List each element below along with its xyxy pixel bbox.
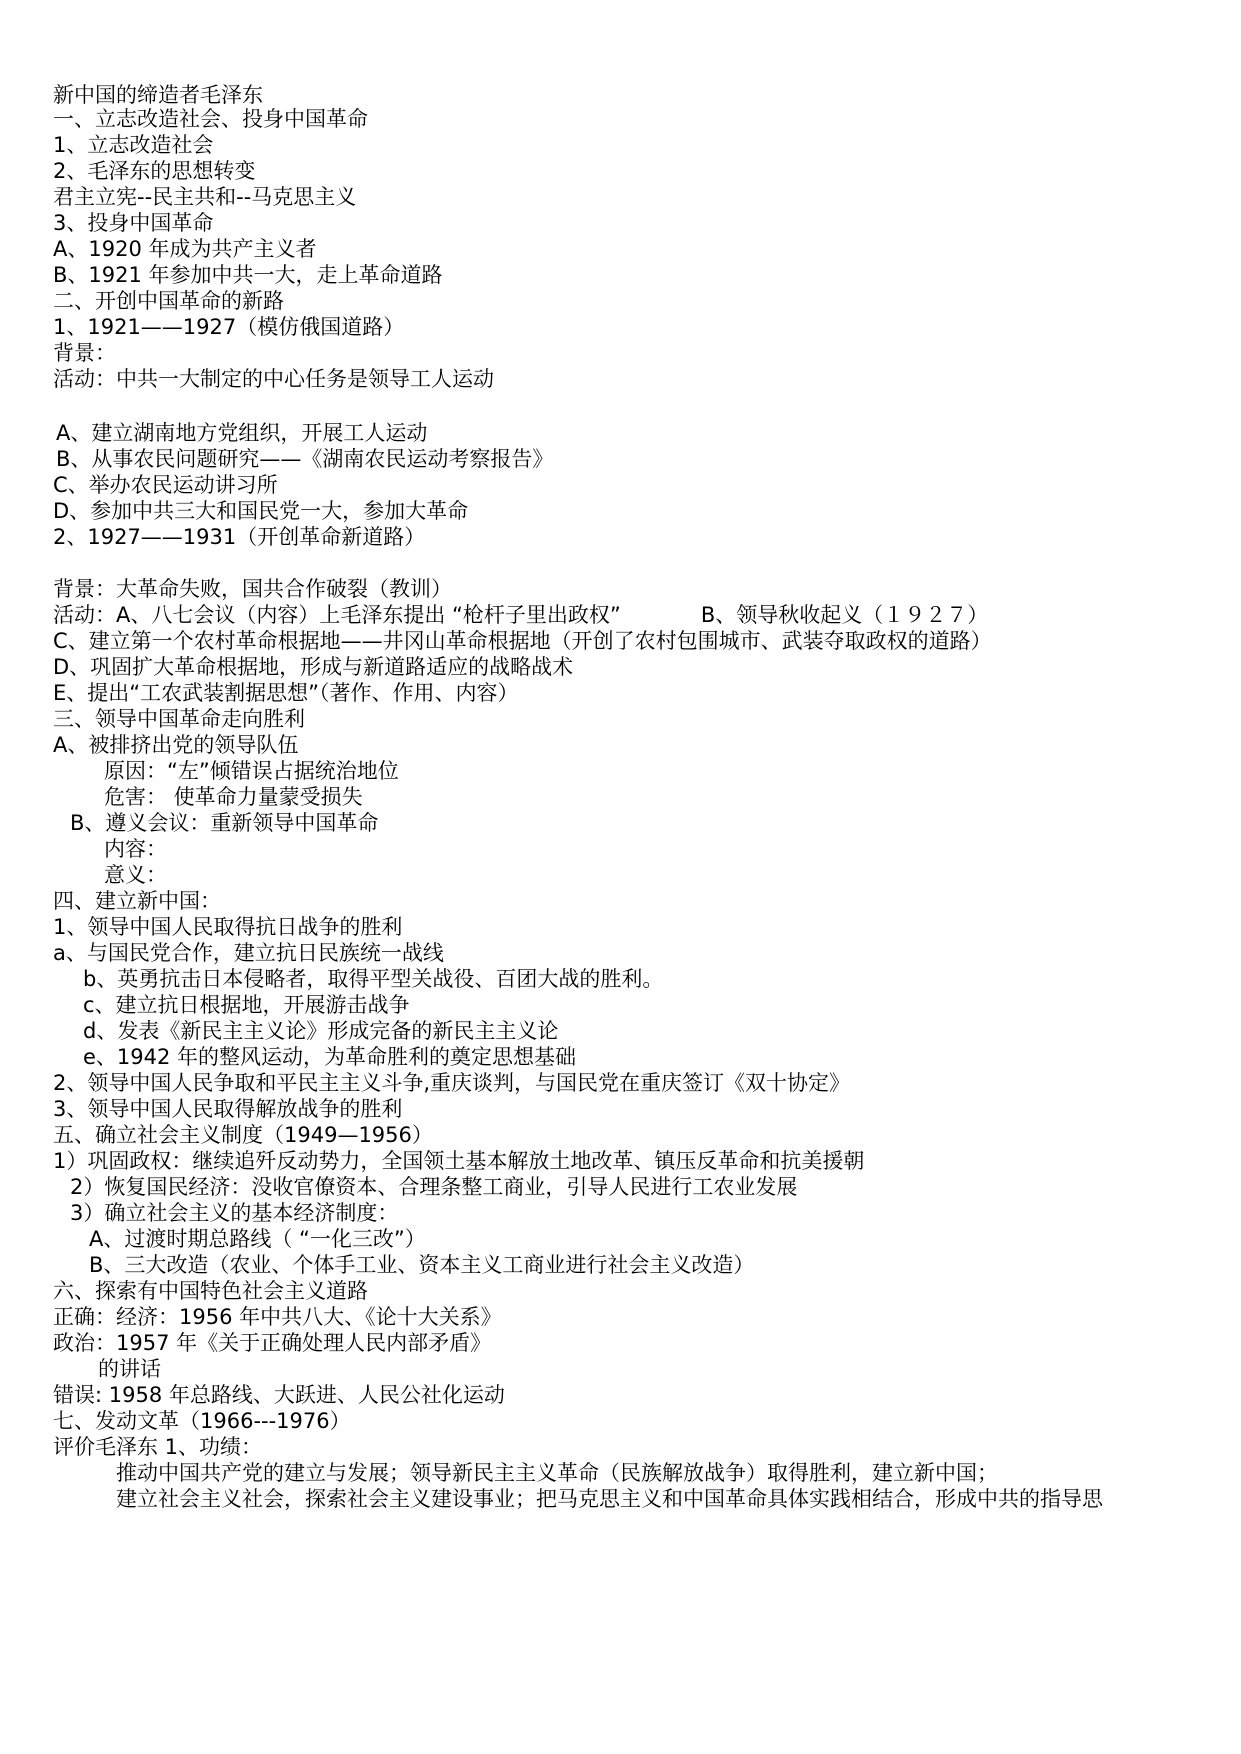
text-line: 2、1927——1931（开创革命新道路） — [53, 525, 426, 549]
text-line: c、建立抗日根据地，开展游击战争 — [83, 993, 410, 1017]
text-line: 的讲话 — [98, 1357, 161, 1381]
text-line: 活动：A、八七会议（内容）上毛泽东提出 “枪杆子里出政权” B、领导秋收起义（１９２７） — [53, 603, 989, 627]
text-line: 君主立宪--民主共和--马克思主义 — [53, 185, 357, 209]
section-heading: 二、开创中国革命的新路 — [53, 289, 284, 313]
text-line: 背景： — [53, 341, 116, 365]
text-line: 正确：经济：1956 年中共八大、《论十大关系》 — [53, 1305, 502, 1329]
text-line: B、三大改造（农业、个体手工业、资本主义工商业进行社会主义改造） — [89, 1253, 755, 1277]
text-line: 危害： 使革命力量蒙受损失 — [104, 785, 363, 809]
text-line: A、1920 年成为共产主义者 — [53, 237, 317, 261]
text-line: D、参加中共三大和国民党一大，参加大革命 — [53, 499, 469, 523]
text-line: E、提出“工农武装割据思想”（著作、作用、内容） — [53, 681, 519, 705]
text-line: 2、毛泽东的思想转变 — [53, 159, 256, 183]
text-line: C、建立第一个农村革命根据地——井冈山革命根据地（开创了农村包围城市、武装夺取政权的道路） — [53, 629, 992, 653]
text-line: 1、1921——1927（模仿俄国道路） — [53, 315, 405, 339]
text-line: a、与国民党合作，建立抗日民族统一战线 — [53, 941, 444, 965]
text-line: B、遵义会议：重新领导中国革命 — [70, 811, 379, 835]
section-heading: 六、探索有中国特色社会主义道路 — [53, 1279, 368, 1303]
text-line: 意义： — [104, 863, 167, 887]
text-line: 评价毛泽东 1、功绩： — [53, 1435, 263, 1459]
text-line: 3）确立社会主义的基本经济制度： — [70, 1201, 399, 1225]
text-line: A、建立湖南地方党组织，开展工人运动 — [56, 421, 428, 445]
text-line: b、英勇抗击日本侵略者，取得平型关战役、百团大战的胜利。 — [83, 967, 664, 991]
text-line: A、过渡时期总路线（ “一化三改”） — [89, 1227, 426, 1251]
text-line: 1）巩固政权：继续追歼反动势力，全国领土基本解放土地改革、镇压反革命和抗美援朝 — [53, 1149, 865, 1173]
text-line: D、巩固扩大革命根据地，形成与新道路适应的战略战术 — [53, 655, 574, 679]
section-heading: 三、领导中国革命走向胜利 — [53, 707, 305, 731]
section-heading: 七、发动文革（1966---1976） — [53, 1409, 351, 1433]
text-line: 内容： — [104, 837, 167, 861]
text-line: 推动中国共产党的建立与发展；领导新民主主义革命（民族解放战争）取得胜利，建立新中国； — [116, 1461, 998, 1485]
text-line: 3、投身中国革命 — [53, 211, 214, 235]
text-line: d、发表《新民主主义论》形成完备的新民主主义论 — [83, 1019, 559, 1043]
section-heading: 一、立志改造社会、投身中国革命 — [53, 107, 368, 131]
section-heading: 四、建立新中国： — [53, 889, 221, 913]
text-line: B、从事农民问题研究——《湖南农民运动考察报告》 — [56, 447, 554, 471]
document-title: 新中国的缔造者毛泽东 — [53, 83, 263, 107]
text-line: 1、立志改造社会 — [53, 133, 214, 157]
text-line: 政治：1957 年《关于正确处理人民内部矛盾》 — [53, 1331, 492, 1355]
text-line: 1、领导中国人民取得抗日战争的胜利 — [53, 915, 403, 939]
text-line: 错误: 1958 年总路线、大跃进、人民公社化运动 — [53, 1383, 505, 1407]
text-line: B、1921 年参加中共一大，走上革命道路 — [53, 263, 443, 287]
text-line: 原因：“左”倾错误占据统治地位 — [104, 759, 399, 783]
text-line: 3、领导中国人民取得解放战争的胜利 — [53, 1097, 403, 1121]
text-line: 2）恢复国民经济：没收官僚资本、合理条整工商业，引导人民进行工农业发展 — [70, 1175, 798, 1199]
text-line: 建立社会主义社会，探索社会主义建设事业；把马克思主义和中国革命具体实践相结合，形成中共的指导思 — [116, 1487, 1103, 1511]
text-line: 2、领导中国人民争取和平民主主义斗争,重庆谈判，与国民党在重庆签订《双十协定》 — [53, 1071, 851, 1095]
text-line: C、举办农民运动讲习所 — [53, 473, 278, 497]
section-heading: 五、确立社会主义制度（1949—1956） — [53, 1123, 433, 1147]
text-line: e、1942 年的整风运动，为革命胜利的奠定思想基础 — [83, 1045, 577, 1069]
text-line: A、被排挤出党的领导队伍 — [53, 733, 299, 757]
text-line: 背景：大革命失败，国共合作破裂（教训） — [53, 577, 452, 601]
text-line: 活动：中共一大制定的中心任务是领导工人运动 — [53, 367, 494, 391]
